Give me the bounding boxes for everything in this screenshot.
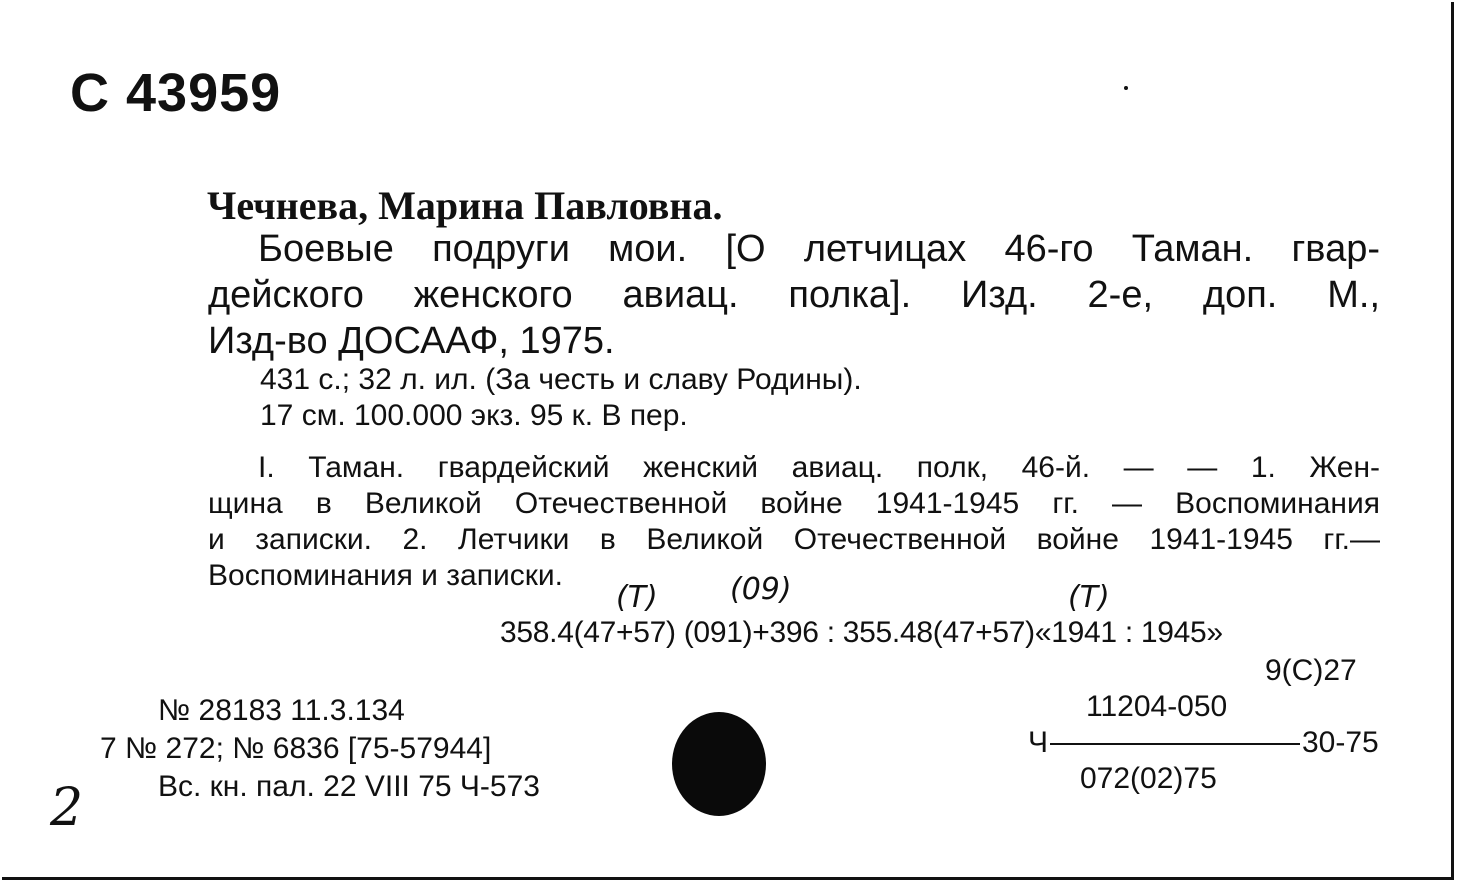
subject-line-2: щина в Великой Отечественной войне 1941-1945 гг. — Воспоминания bbox=[208, 487, 1380, 520]
author-heading: Чечнева, Марина Павловна. bbox=[207, 183, 723, 228]
record-line-3: Вс. кн. пал. 22 VIII 75 Ч-573 bbox=[158, 770, 540, 803]
shelfmark: С 43959 bbox=[70, 63, 282, 123]
title-line-3: Изд-во ДОСААФ, 1975. bbox=[208, 320, 615, 362]
handwritten-mark-2: (09) bbox=[730, 572, 792, 607]
corner-handwriting: 2 bbox=[50, 778, 84, 838]
speck bbox=[1124, 86, 1128, 90]
record-line-2: 7 № 272; № 6836 [75-57944] bbox=[100, 732, 492, 765]
title-line-1: Боевые подруги мои. [О летчицах 46-го Таман. гвар- bbox=[258, 228, 1380, 270]
title-line-2: дейского женского авиац. полка]. Изд. 2-е, доп. М., bbox=[208, 274, 1380, 316]
bbk-index: 9(С)27 bbox=[1265, 654, 1357, 687]
subject-line-3: и записки. 2. Летчики в Великой Отечественной войне 1941-1945 гг.— bbox=[208, 523, 1380, 556]
physical-description bbox=[260, 362, 862, 434]
code-top: 11204-050 bbox=[1086, 690, 1228, 723]
handwritten-mark-3: (T) bbox=[1068, 580, 1110, 615]
punch-hole bbox=[672, 712, 766, 816]
fraction-line bbox=[1050, 743, 1300, 745]
code-left: Ч bbox=[1028, 726, 1048, 759]
code-bottom: 072(02)75 bbox=[1080, 762, 1217, 795]
udc-index: 358.4(47+57) (091)+396 : 355.48(47+57)«1941 : 1945» bbox=[500, 616, 1223, 649]
physical-line-1: 431 с.; 32 л. ил. (За честь и славу Родины). bbox=[260, 363, 862, 396]
record-line-1: № 28183 11.3.134 bbox=[158, 694, 405, 727]
handwritten-mark-1: (T) bbox=[616, 580, 658, 615]
subject-headings bbox=[208, 450, 1380, 594]
title-description bbox=[208, 226, 1380, 364]
physical-line-2: 17 см. 100.000 экз. 95 к. В пер. bbox=[260, 399, 688, 432]
subject-line-4: Воспоминания и записки. bbox=[208, 559, 563, 592]
subject-line-1: I. Таман. гвардейский женский авиац. полк, 46-й. — — 1. Жен- bbox=[258, 451, 1380, 484]
code-fraction bbox=[1028, 726, 1379, 760]
code-right: 30-75 bbox=[1302, 726, 1379, 759]
